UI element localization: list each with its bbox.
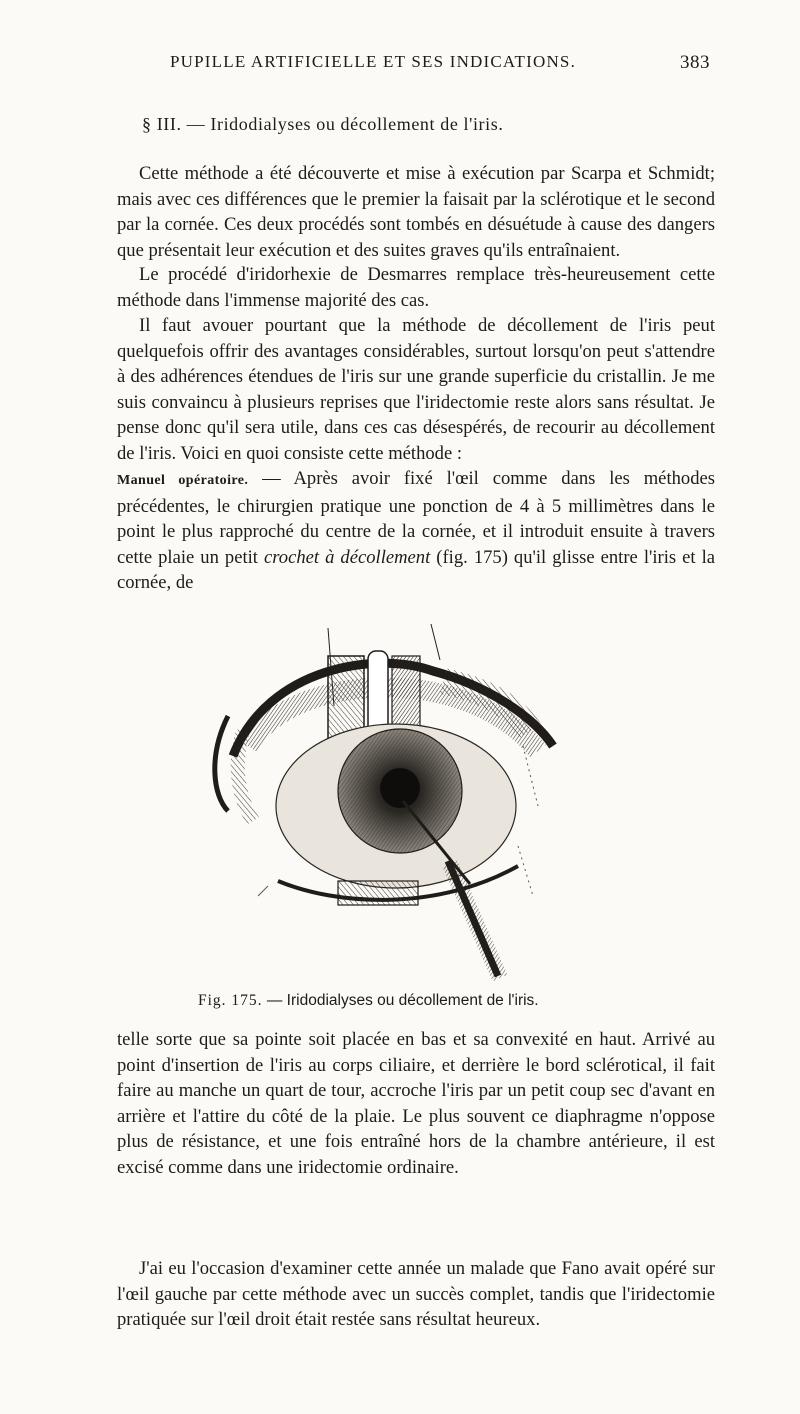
manuel-operatoire-label: Manuel opératoire.: [117, 473, 249, 488]
paragraph-4-text-b: (fig. 175) qu'il glisse entre l'iris et la cornée, de: [117, 546, 715, 593]
paragraph-2: Le procédé d'iridorhexie de Desmarres remplace très-heureusement cette méthode dans l'immense majorité des cas.: [117, 264, 715, 311]
paragraph-6: J'ai eu l'occasion d'examiner cette année un malade que Fano avait opéré sur l'œil gauche par cette méthode avec un succès complet, tandis que l'iridectomie pratiquée sur l'œil droit était restée sans résultat heureux.: [117, 1258, 715, 1330]
paragraph-1: Cette méthode a été découverte et mise à exécution par Scarpa et Schmidt; mais avec ces différences que le premier la faisait par la sclérotique et le second par la cornée. Ces deux procédés sont tombés en désuétude à cause des dangers que présentait leur exécution et des suites graves qu'ils entraînaient.: [117, 163, 715, 261]
running-header: [118, 52, 710, 80]
paragraph-4: [117, 466, 715, 596]
eye-illustration: [188, 596, 618, 986]
running-title: PUPILLE ARTIFICIELLE ET SES INDICATIONS.: [170, 52, 577, 71]
paragraph-3: Il faut avouer pourtant que la méthode de décollement de l'iris peut quelquefois offrir des avantages considérables, surtout lorsqu'on peut s'attendre à des adhérences étendues de l'iris sur une grande superficie du cristallin. Je me suis convaincu à plusieurs reprises que l'iridectomie reste alors sans résultat. Je pense donc qu'il sera utile, dans ces cas désespérés, de recourir au décollement de l'iris. Voici en quoi consiste cette méthode :: [117, 315, 715, 464]
figure-caption-text: — Iridodialyses ou décollement de l'iris.: [262, 992, 539, 1009]
crochet-term: crochet à décollement: [264, 546, 431, 568]
paragraph-5: telle sorte que sa pointe soit placée en bas et sa convexité en haut. Arrivé au point d'insertion de l'iris au corps ciliaire, et derrière le bord sclérotical, il fait faire au manche un quart de tour, accroche l'iris par un petit coup sec d'avant en arrière et l'attire du côté de la plaie. Le plus souvent ce diaphragme n'oppose plus de résistance, et une fois entraîné hors de la chambre antérieure, il est excisé comme dans une iridectomie ordinaire.: [117, 1029, 715, 1178]
eye-drawing: [188, 596, 618, 986]
figure-label: Fig. 175.: [198, 992, 263, 1009]
figure-caption: [198, 992, 539, 1010]
paragraph-4-text-a: — Après avoir fixé l'œil comme dans les méthodes précédentes, le chirurgien pratique une ponction de 4 à 5 millimètres dans le point le plus rapproché du centre de la cornée, et il introduit ensuite à travers cette plaie un petit: [117, 468, 715, 568]
section-title: § III. — Iridodialyses ou décollement de l'iris.: [142, 114, 504, 134]
page-number: 383: [680, 52, 710, 73]
